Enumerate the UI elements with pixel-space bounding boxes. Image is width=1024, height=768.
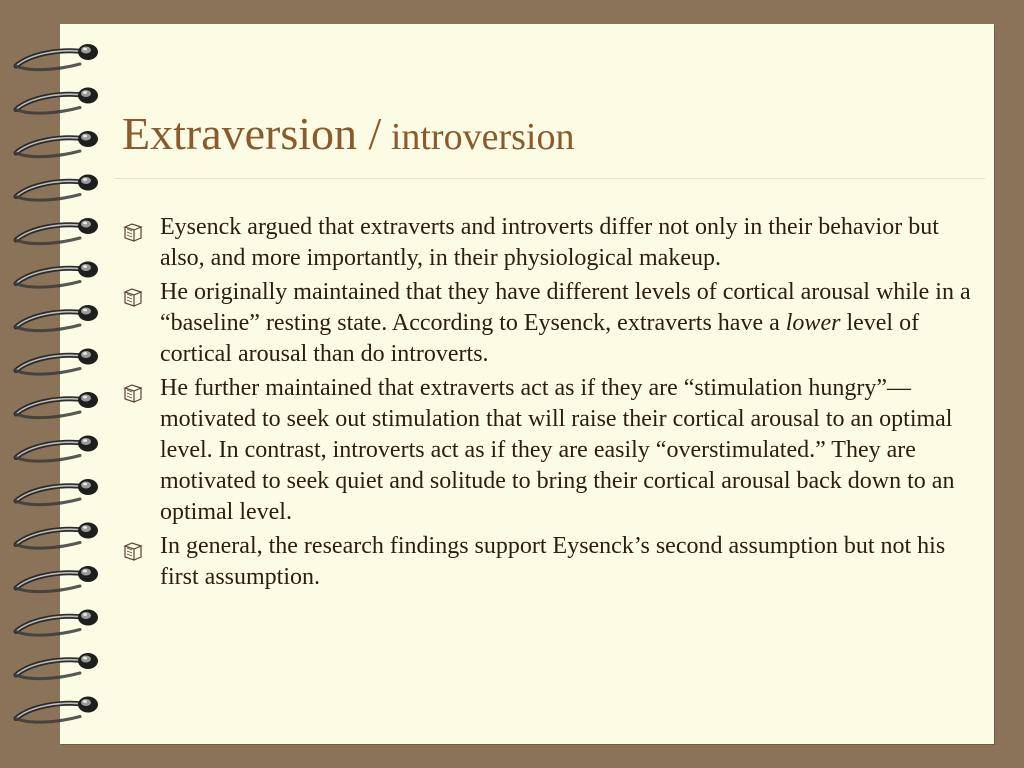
spiral-ring-icon [16,479,98,505]
spiral-ring-icon [16,262,98,288]
spiral-ring-icon [16,697,98,723]
bullet-item [122,373,982,528]
bullet-item [122,531,982,593]
bullet-text: In general, the research findings support Eysenck’s second assumption but not his first assumption. [160,533,946,590]
spiral-ring-icon [16,349,98,375]
book-icon [122,540,144,562]
bullet-item [122,277,982,370]
spiral-ring-icon [16,610,98,636]
bullet-text: He originally maintained that they have different levels of cortical arousal while in a “baseline” resting state. According to Eysenck, extraverts have a [160,279,971,336]
book-icon [122,382,144,404]
spiral-ring-icon [16,653,98,679]
spiral-ring-icon [16,305,98,331]
slide-title [122,106,574,165]
bullet-item [122,212,982,274]
bullet-text: Eysenck argued that extraverts and introverts differ not only in their behavior but also, and more importantly, in their physiological makeup. [160,214,939,271]
spiral-ring-icon [16,523,98,549]
spiral-ring-icon [16,88,98,114]
slide-page [60,24,994,744]
title-sub: introversion [381,116,575,158]
title-divider [115,178,985,179]
bullet-list [122,212,982,596]
spiral-binding [0,36,110,736]
bullet-text: He further maintained that extraverts act as if they are “stimulation hungry”—motivated to seek out stimulation that will raise their cortical arousal to an optimal level. In contrast, introverts act as if they are easily “overstimulated.” They are motivated to seek quiet and solitude to bring their cortical arousal back down to an optimal level. [160,375,955,525]
spiral-ring-icon [16,175,98,201]
spiral-ring-icon [16,566,98,592]
spiral-ring-icon [16,218,98,244]
bullet-emphasis: lower [785,310,841,336]
spiral-ring-icon [16,44,98,70]
spiral-ring-icon [16,131,98,157]
spiral-ring-icon [16,392,98,418]
bullet-text: level of cortical arousal than do introverts. [160,310,920,367]
spiral-ring-icon [16,436,98,462]
title-main: Extraversion / [122,108,382,159]
book-icon [122,286,144,308]
book-icon [122,221,144,243]
